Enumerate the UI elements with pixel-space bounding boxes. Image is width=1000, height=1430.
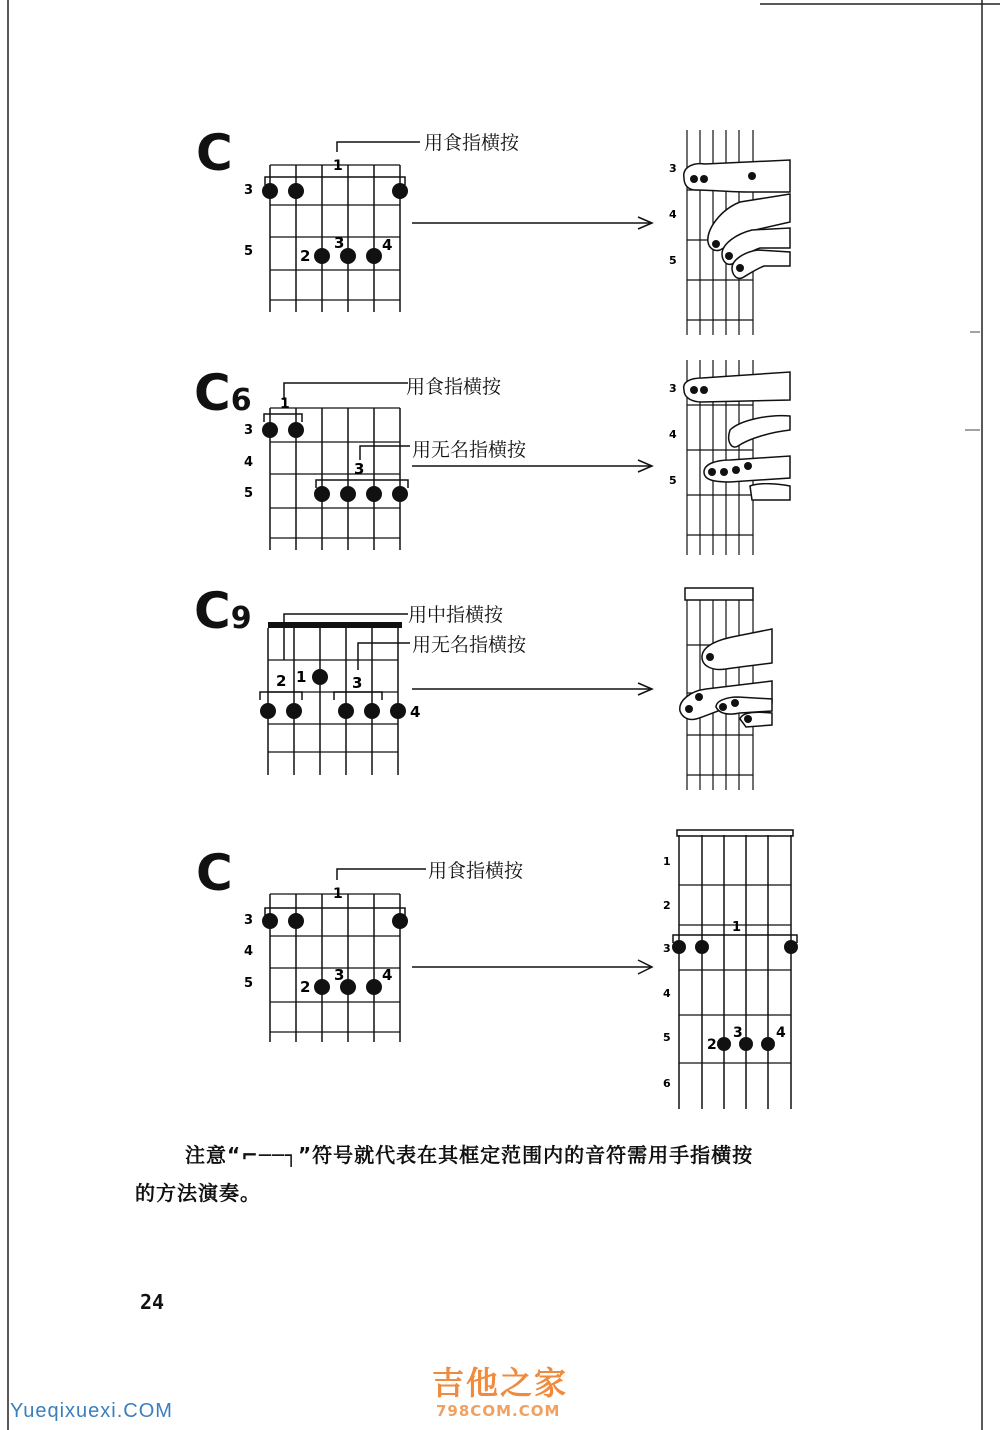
- hand-illustration-c9: [660, 585, 800, 795]
- enlarged-chord-diagram-c: [655, 825, 815, 1115]
- index-barre-label: 用食指横按: [428, 860, 524, 882]
- finger-label: 3: [334, 234, 345, 252]
- chord-name-c: C: [196, 124, 233, 182]
- finger-label: 4: [382, 966, 393, 984]
- middle-barre-label: 用中指横按: [408, 604, 504, 626]
- fret-number: 3: [244, 183, 254, 198]
- fret-number: 4: [669, 428, 677, 441]
- fret-number: 1: [663, 855, 671, 868]
- chord-diagram-c9: [230, 600, 660, 780]
- fret-number: 4: [669, 208, 677, 221]
- finger-label: 3: [354, 460, 365, 478]
- ring-barre-label: 用无名指横按: [412, 634, 527, 656]
- finger-label: 1: [732, 920, 742, 935]
- finger-label: 1: [333, 886, 343, 902]
- ring-barre-label: 用无名指横按: [412, 439, 527, 461]
- chord-diagram-c-2: [230, 860, 660, 1050]
- finger-label: 3: [334, 966, 345, 984]
- brand-watermark: 吉他之家: [432, 1364, 569, 1402]
- fret-number: 3: [244, 913, 254, 928]
- brand-url-watermark: 798COM.COM: [436, 1402, 561, 1420]
- fret-number: 5: [244, 486, 254, 501]
- finger-label: 2: [276, 672, 287, 690]
- fret-number: 5: [669, 254, 677, 267]
- fret-number: 5: [244, 976, 254, 991]
- finger-label: 2: [707, 1037, 717, 1053]
- fret-number: 4: [663, 987, 671, 1000]
- site-watermark: Yueqixuexi.COM: [10, 1400, 173, 1422]
- note-line-1: 注意“⌐──┐”符号就代表在其框定范围内的音符需用手指横按: [185, 1143, 754, 1167]
- note-line-2: 的方法演奏。: [135, 1181, 261, 1205]
- fret-number: 2: [663, 899, 671, 912]
- fret-number: 3: [244, 423, 254, 438]
- fret-number: 5: [244, 244, 254, 259]
- index-barre-label: 用食指横按: [406, 376, 502, 398]
- index-barre-label: 用食指横按: [424, 132, 520, 154]
- chord-name-c9: C9: [194, 582, 252, 640]
- fret-number: 3: [669, 162, 677, 175]
- fret-number: 4: [244, 455, 254, 470]
- hand-illustration-c6: [660, 360, 800, 560]
- finger-label: 2: [300, 247, 311, 265]
- fret-number: 3: [663, 942, 671, 955]
- chord-name-c6: C6: [194, 364, 252, 422]
- finger-label: 1: [333, 158, 343, 174]
- fret-number: 4: [244, 944, 254, 959]
- finger-label: 4: [382, 236, 393, 254]
- finger-label: 3: [352, 674, 363, 692]
- chord-diagram-c: [230, 130, 660, 320]
- chord-name-c-2: C: [196, 844, 233, 902]
- finger-label: 2: [300, 978, 311, 996]
- finger-label: 4: [410, 703, 421, 721]
- chord-diagram-c6: [230, 370, 660, 560]
- page-number: 24: [140, 1290, 165, 1314]
- fret-number: 6: [663, 1077, 671, 1090]
- finger-label: 3: [733, 1025, 743, 1041]
- finger-label: 4: [776, 1025, 786, 1041]
- finger-label: 1: [280, 396, 290, 412]
- fret-number: 3: [669, 382, 677, 395]
- finger-label: 1: [296, 668, 307, 686]
- barre-symbol-note: [135, 1136, 875, 1212]
- hand-illustration-c: [660, 130, 800, 340]
- fret-number: 5: [663, 1031, 671, 1044]
- fret-number: 5: [669, 474, 677, 487]
